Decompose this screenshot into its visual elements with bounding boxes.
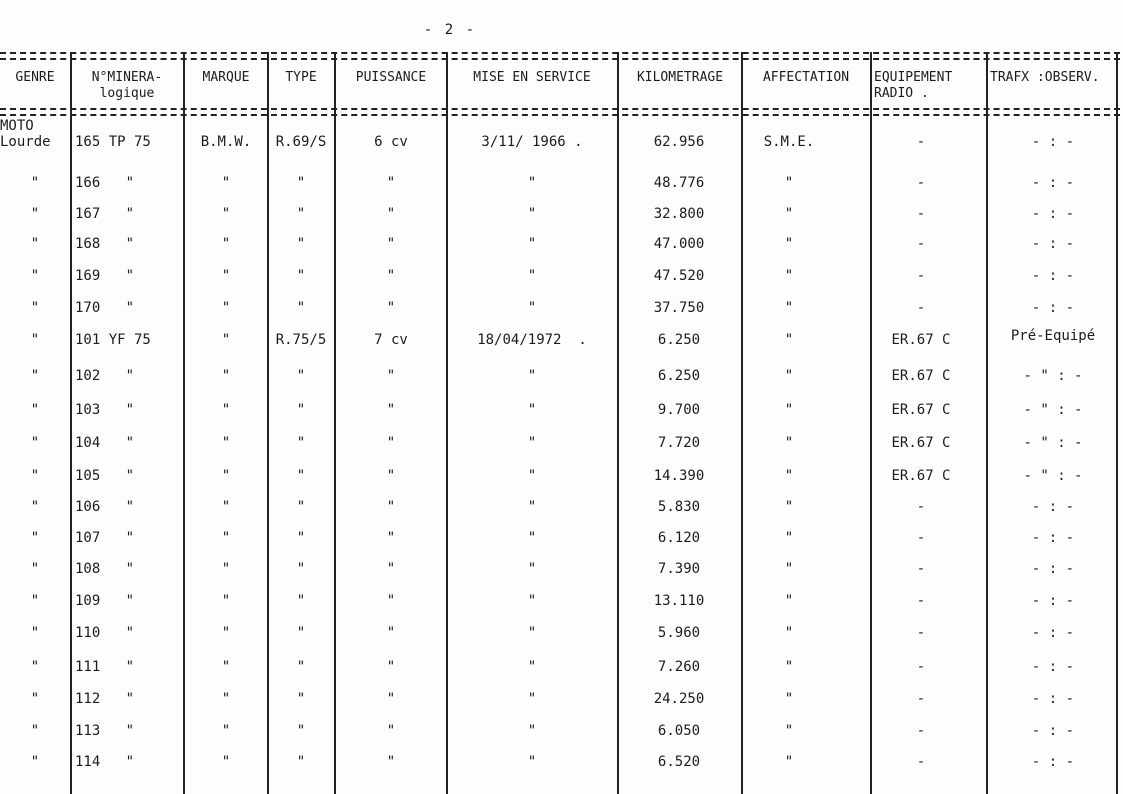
cell-puissance: " — [386, 691, 396, 707]
cell-equipement-radio: - — [916, 723, 926, 739]
cell-marque: " — [221, 368, 231, 384]
cell-mise-en-service: " — [527, 625, 537, 641]
cell-genre: " — [30, 468, 40, 484]
cell-marque: " — [221, 332, 231, 348]
cell-mineralogique: 102 " — [75, 368, 135, 384]
cell-affectation: " — [784, 300, 794, 316]
cell-kilometrage: 32.800 — [653, 206, 705, 222]
cell-mise-en-service: 3/11/ 1966 . — [481, 134, 583, 150]
cell-equipement-radio: ER.67 C — [891, 402, 951, 418]
cell-marque: " — [221, 691, 231, 707]
header-equipement-radio: EQUIPEMENT RADIO . — [874, 70, 953, 101]
cell-marque: " — [221, 236, 231, 252]
cell-equipement-radio: - — [916, 691, 926, 707]
cell-mineralogique: 167 " — [75, 206, 135, 222]
cell-trafx-observ: - : - — [1031, 499, 1075, 515]
cell-marque: B.M.W. — [200, 134, 252, 150]
cell-type: " — [296, 268, 306, 284]
cell-kilometrage: 6.050 — [657, 723, 701, 739]
cell-type: " — [296, 659, 306, 675]
cell-genre: " — [30, 754, 40, 770]
cell-mise-en-service: " — [527, 300, 537, 316]
cell-mise-en-service: " — [527, 206, 537, 222]
cell-genre: " — [30, 723, 40, 739]
cell-trafx-observ: - : - — [1031, 134, 1075, 150]
cell-type: R.69/S — [275, 134, 327, 150]
cell-kilometrage: 7.260 — [657, 659, 701, 675]
cell-marque: " — [221, 561, 231, 577]
cell-kilometrage: 62.956 — [653, 134, 705, 150]
header-trafx-observ: TRAFX :OBSERV. — [990, 70, 1100, 85]
cell-mineralogique: 108 " — [75, 561, 135, 577]
cell-equipement-radio: - — [916, 499, 926, 515]
cell-mise-en-service: " — [527, 402, 537, 418]
cell-mineralogique: 168 " — [75, 236, 135, 252]
column-rule — [741, 52, 743, 794]
cell-genre: " — [30, 332, 40, 348]
cell-marque: " — [221, 593, 231, 609]
column-rule — [1116, 52, 1118, 794]
cell-marque: " — [221, 300, 231, 316]
cell-trafx-observ: - : - — [1031, 300, 1075, 316]
cell-kilometrage: 47.000 — [653, 236, 705, 252]
cell-trafx-observ: - : - — [1031, 530, 1075, 546]
cell-marque: " — [221, 530, 231, 546]
cell-type: " — [296, 530, 306, 546]
cell-trafx-observ: - " : - — [1023, 368, 1083, 384]
cell-equipement-radio: - — [916, 561, 926, 577]
cell-affectation: " — [784, 625, 794, 641]
cell-affectation: " — [784, 499, 794, 515]
cell-trafx-observ: - " : - — [1023, 435, 1083, 451]
cell-equipement-radio: - — [916, 175, 926, 191]
cell-trafx-observ: - : - — [1031, 236, 1075, 252]
cell-affectation: " — [784, 435, 794, 451]
cell-equipement-radio: - — [916, 530, 926, 546]
header-marque: MARQUE — [202, 70, 250, 85]
cell-kilometrage: 7.390 — [657, 561, 701, 577]
column-rule — [267, 52, 269, 794]
cell-mineralogique: 110 " — [75, 625, 135, 641]
cell-affectation: " — [784, 332, 794, 348]
cell-mineralogique: 112 " — [75, 691, 135, 707]
cell-trafx-observ: - : - — [1031, 723, 1075, 739]
header-kilometrage: KILOMETRAGE — [636, 70, 724, 85]
cell-equipement-radio: - — [916, 236, 926, 252]
cell-marque: " — [221, 435, 231, 451]
cell-trafx-observ: - : - — [1031, 754, 1075, 770]
cell-genre: " — [30, 625, 40, 641]
cell-mineralogique: 170 " — [75, 300, 135, 316]
cell-affectation: " — [784, 402, 794, 418]
cell-trafx-observ: - : - — [1031, 593, 1075, 609]
header-top-rule-2 — [0, 58, 1120, 60]
cell-affectation: " — [784, 530, 794, 546]
cell-kilometrage: 5.830 — [657, 499, 701, 515]
cell-type: " — [296, 368, 306, 384]
cell-equipement-radio: - — [916, 206, 926, 222]
cell-type: " — [296, 691, 306, 707]
cell-mineralogique: 101 YF 75 — [75, 332, 151, 348]
cell-marque: " — [221, 268, 231, 284]
cell-type: " — [296, 468, 306, 484]
cell-mineralogique: 166 " — [75, 175, 135, 191]
cell-mineralogique: 114 " — [75, 754, 135, 770]
cell-kilometrage: 14.390 — [653, 468, 705, 484]
cell-affectation: " — [784, 468, 794, 484]
cell-type: " — [296, 206, 306, 222]
cell-puissance: " — [386, 561, 396, 577]
cell-type: " — [296, 593, 306, 609]
cell-affectation: " — [784, 754, 794, 770]
cell-kilometrage: 13.110 — [653, 593, 705, 609]
cell-marque: " — [221, 499, 231, 515]
cell-mise-en-service: 18/04/1972 . — [477, 332, 587, 348]
cell-mineralogique: 169 " — [75, 268, 135, 284]
cell-mise-en-service: " — [527, 561, 537, 577]
cell-equipement-radio: - — [916, 593, 926, 609]
header-bottom-rule — [0, 108, 1120, 110]
cell-puissance: " — [386, 368, 396, 384]
cell-trafx-observ: - : - — [1031, 175, 1075, 191]
cell-kilometrage: 9.700 — [657, 402, 701, 418]
cell-marque: " — [221, 659, 231, 675]
cell-genre: " — [30, 435, 40, 451]
cell-marque: " — [221, 175, 231, 191]
column-rule — [446, 52, 448, 794]
cell-puissance: " — [386, 625, 396, 641]
cell-marque: " — [221, 754, 231, 770]
cell-mineralogique: 104 " — [75, 435, 135, 451]
cell-affectation: " — [784, 691, 794, 707]
cell-mise-en-service: " — [527, 468, 537, 484]
cell-genre: MOTO Lourde — [0, 118, 51, 150]
cell-mineralogique: 106 " — [75, 499, 135, 515]
cell-puissance: " — [386, 754, 396, 770]
cell-puissance: " — [386, 175, 396, 191]
cell-kilometrage: 48.776 — [653, 175, 705, 191]
cell-affectation: " — [784, 236, 794, 252]
cell-trafx-observ: - " : - — [1023, 402, 1083, 418]
cell-affectation: " — [784, 659, 794, 675]
cell-trafx-observ: Pré-Equipé — [1010, 328, 1096, 344]
column-rule — [617, 52, 619, 794]
cell-kilometrage: 6.120 — [657, 530, 701, 546]
cell-puissance: " — [386, 402, 396, 418]
cell-mise-en-service: " — [527, 435, 537, 451]
cell-type: " — [296, 435, 306, 451]
cell-mise-en-service: " — [527, 499, 537, 515]
cell-trafx-observ: - : - — [1031, 659, 1075, 675]
cell-puissance: " — [386, 435, 396, 451]
cell-puissance: " — [386, 206, 396, 222]
cell-genre: " — [30, 659, 40, 675]
header-genre: GENRE — [15, 70, 55, 85]
column-rule — [70, 52, 72, 794]
cell-mise-en-service: " — [527, 268, 537, 284]
cell-marque: " — [221, 206, 231, 222]
cell-type: R.75/5 — [275, 332, 327, 348]
cell-equipement-radio: ER.67 C — [891, 332, 951, 348]
cell-mineralogique: 109 " — [75, 593, 135, 609]
cell-marque: " — [221, 402, 231, 418]
cell-puissance: " — [386, 468, 396, 484]
cell-mineralogique: 111 " — [75, 659, 135, 675]
cell-type: " — [296, 175, 306, 191]
cell-marque: " — [221, 723, 231, 739]
cell-type: " — [296, 561, 306, 577]
cell-puissance: 6 cv — [374, 134, 408, 150]
cell-mise-en-service: " — [527, 691, 537, 707]
cell-genre: " — [30, 368, 40, 384]
cell-kilometrage: 7.720 — [657, 435, 701, 451]
cell-kilometrage: 24.250 — [653, 691, 705, 707]
cell-trafx-observ: - : - — [1031, 625, 1075, 641]
cell-affectation: S.M.E. — [763, 134, 815, 150]
page-number: - 2 - — [423, 22, 477, 38]
cell-mise-en-service: " — [527, 175, 537, 191]
cell-mise-en-service: " — [527, 659, 537, 675]
cell-puissance: " — [386, 300, 396, 316]
cell-kilometrage: 47.520 — [653, 268, 705, 284]
column-rule — [183, 52, 185, 794]
cell-kilometrage: 6.250 — [657, 332, 701, 348]
cell-marque: " — [221, 468, 231, 484]
cell-kilometrage: 37.750 — [653, 300, 705, 316]
cell-mise-en-service: " — [527, 723, 537, 739]
cell-equipement-radio: - — [916, 659, 926, 675]
cell-equipement-radio: ER.67 C — [891, 468, 951, 484]
header-mineralogique: N°MINERA- logique — [91, 70, 163, 101]
cell-genre: " — [30, 175, 40, 191]
cell-puissance: " — [386, 268, 396, 284]
cell-genre: " — [30, 593, 40, 609]
header-type: TYPE — [285, 70, 317, 85]
cell-trafx-observ: - : - — [1031, 691, 1075, 707]
cell-puissance: " — [386, 659, 396, 675]
cell-kilometrage: 5.960 — [657, 625, 701, 641]
cell-equipement-radio: - — [916, 754, 926, 770]
column-rule — [986, 52, 988, 794]
cell-mineralogique: 107 " — [75, 530, 135, 546]
cell-trafx-observ: - : - — [1031, 561, 1075, 577]
cell-equipement-radio: ER.67 C — [891, 435, 951, 451]
cell-mineralogique: 105 " — [75, 468, 135, 484]
cell-puissance: " — [386, 723, 396, 739]
cell-kilometrage: 6.520 — [657, 754, 701, 770]
cell-equipement-radio: ER.67 C — [891, 368, 951, 384]
header-bottom-rule-2 — [0, 114, 1120, 116]
cell-type: " — [296, 754, 306, 770]
cell-mineralogique: 165 TP 75 — [75, 134, 151, 150]
cell-genre: " — [30, 530, 40, 546]
cell-mise-en-service: " — [527, 754, 537, 770]
cell-type: " — [296, 723, 306, 739]
cell-puissance: " — [386, 530, 396, 546]
cell-equipement-radio: - — [916, 268, 926, 284]
cell-affectation: " — [784, 206, 794, 222]
cell-genre: " — [30, 236, 40, 252]
cell-affectation: " — [784, 268, 794, 284]
cell-puissance: " — [386, 499, 396, 515]
cell-genre: " — [30, 499, 40, 515]
header-mise-en-service: MISE EN SERVICE — [473, 70, 591, 85]
cell-genre: " — [30, 402, 40, 418]
cell-genre: " — [30, 300, 40, 316]
cell-type: " — [296, 236, 306, 252]
column-rule — [870, 52, 872, 794]
cell-kilometrage: 6.250 — [657, 368, 701, 384]
cell-genre: " — [30, 561, 40, 577]
cell-affectation: " — [784, 723, 794, 739]
cell-trafx-observ: - : - — [1031, 206, 1075, 222]
cell-mise-en-service: " — [527, 593, 537, 609]
header-top-rule — [0, 52, 1120, 54]
cell-affectation: " — [784, 175, 794, 191]
cell-type: " — [296, 402, 306, 418]
cell-genre: " — [30, 268, 40, 284]
cell-affectation: " — [784, 368, 794, 384]
cell-mineralogique: 113 " — [75, 723, 135, 739]
cell-marque: " — [221, 625, 231, 641]
cell-affectation: " — [784, 593, 794, 609]
cell-puissance: 7 cv — [374, 332, 408, 348]
cell-type: " — [296, 499, 306, 515]
cell-genre: " — [30, 206, 40, 222]
column-rule — [334, 52, 336, 794]
cell-mise-en-service: " — [527, 530, 537, 546]
header-puissance: PUISSANCE — [355, 70, 427, 85]
cell-type: " — [296, 625, 306, 641]
cell-mise-en-service: " — [527, 236, 537, 252]
cell-trafx-observ: - : - — [1031, 268, 1075, 284]
cell-type: " — [296, 300, 306, 316]
cell-puissance: " — [386, 593, 396, 609]
cell-trafx-observ: - " : - — [1023, 468, 1083, 484]
cell-equipement-radio: - — [916, 134, 926, 150]
cell-genre: " — [30, 691, 40, 707]
cell-mineralogique: 103 " — [75, 402, 135, 418]
cell-mise-en-service: " — [527, 368, 537, 384]
cell-equipement-radio: - — [916, 300, 926, 316]
cell-puissance: " — [386, 236, 396, 252]
cell-affectation: " — [784, 561, 794, 577]
header-affectation: AFFECTATION — [762, 70, 850, 85]
cell-equipement-radio: - — [916, 625, 926, 641]
